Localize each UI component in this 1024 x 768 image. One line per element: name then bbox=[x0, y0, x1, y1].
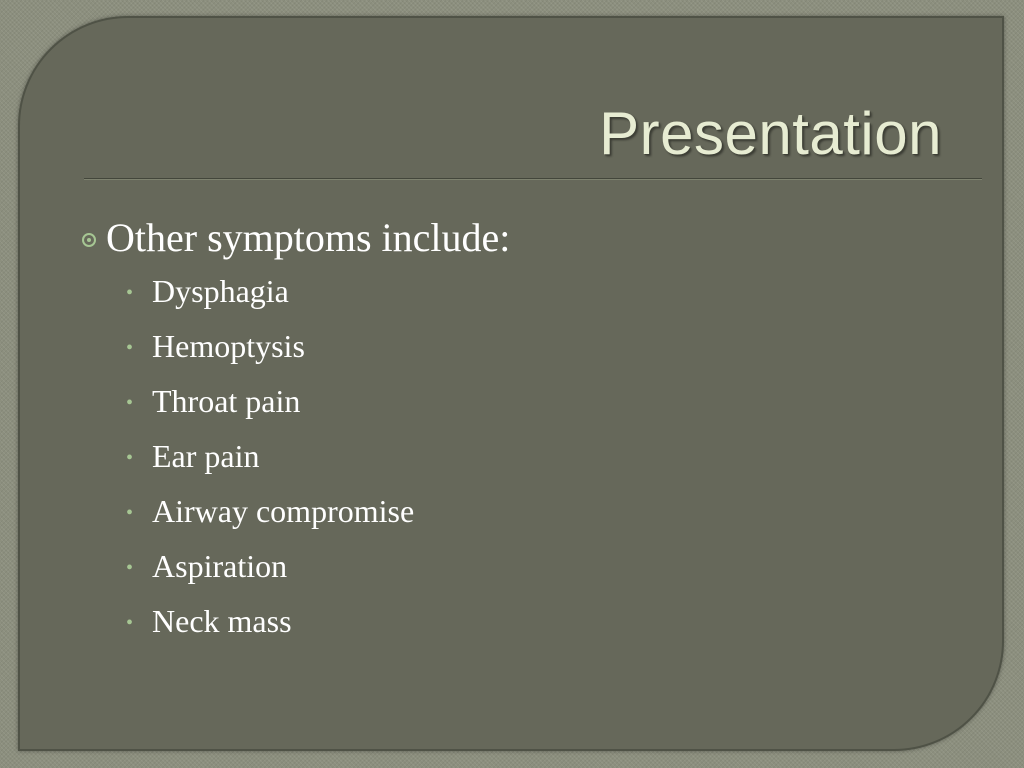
circle-dot-bullet-icon bbox=[82, 233, 96, 247]
list-item bbox=[126, 431, 962, 486]
slide-panel bbox=[18, 16, 1004, 751]
list-item bbox=[126, 596, 962, 651]
small-dot-bullet-icon: • bbox=[126, 502, 134, 524]
small-dot-bullet-icon: • bbox=[126, 337, 134, 359]
list-item bbox=[126, 486, 962, 541]
list-item-label: Ear pain bbox=[152, 438, 260, 474]
slide-body bbox=[82, 210, 962, 651]
slide-title: Presentation bbox=[599, 100, 942, 167]
small-dot-bullet-icon: • bbox=[126, 447, 134, 469]
list-item-label: Hemoptysis bbox=[152, 328, 305, 364]
list-item-label: Dysphagia bbox=[152, 273, 289, 309]
small-dot-bullet-icon: • bbox=[126, 612, 134, 634]
small-dot-bullet-icon: • bbox=[126, 282, 134, 304]
main-bullet-text: Other symptoms include: bbox=[106, 215, 511, 260]
list-item bbox=[126, 321, 962, 376]
small-dot-bullet-icon: • bbox=[126, 392, 134, 414]
list-item bbox=[126, 266, 962, 321]
list-item-label: Neck mass bbox=[152, 603, 292, 639]
list-item-label: Throat pain bbox=[152, 383, 301, 419]
list-item bbox=[126, 541, 962, 596]
title-divider bbox=[84, 178, 982, 180]
small-dot-bullet-icon: • bbox=[126, 557, 134, 579]
main-bullet-point bbox=[82, 210, 962, 266]
symptom-list bbox=[82, 266, 962, 651]
list-item-label: Aspiration bbox=[152, 548, 288, 584]
list-item bbox=[126, 376, 962, 431]
list-item-label: Airway compromise bbox=[152, 493, 415, 529]
